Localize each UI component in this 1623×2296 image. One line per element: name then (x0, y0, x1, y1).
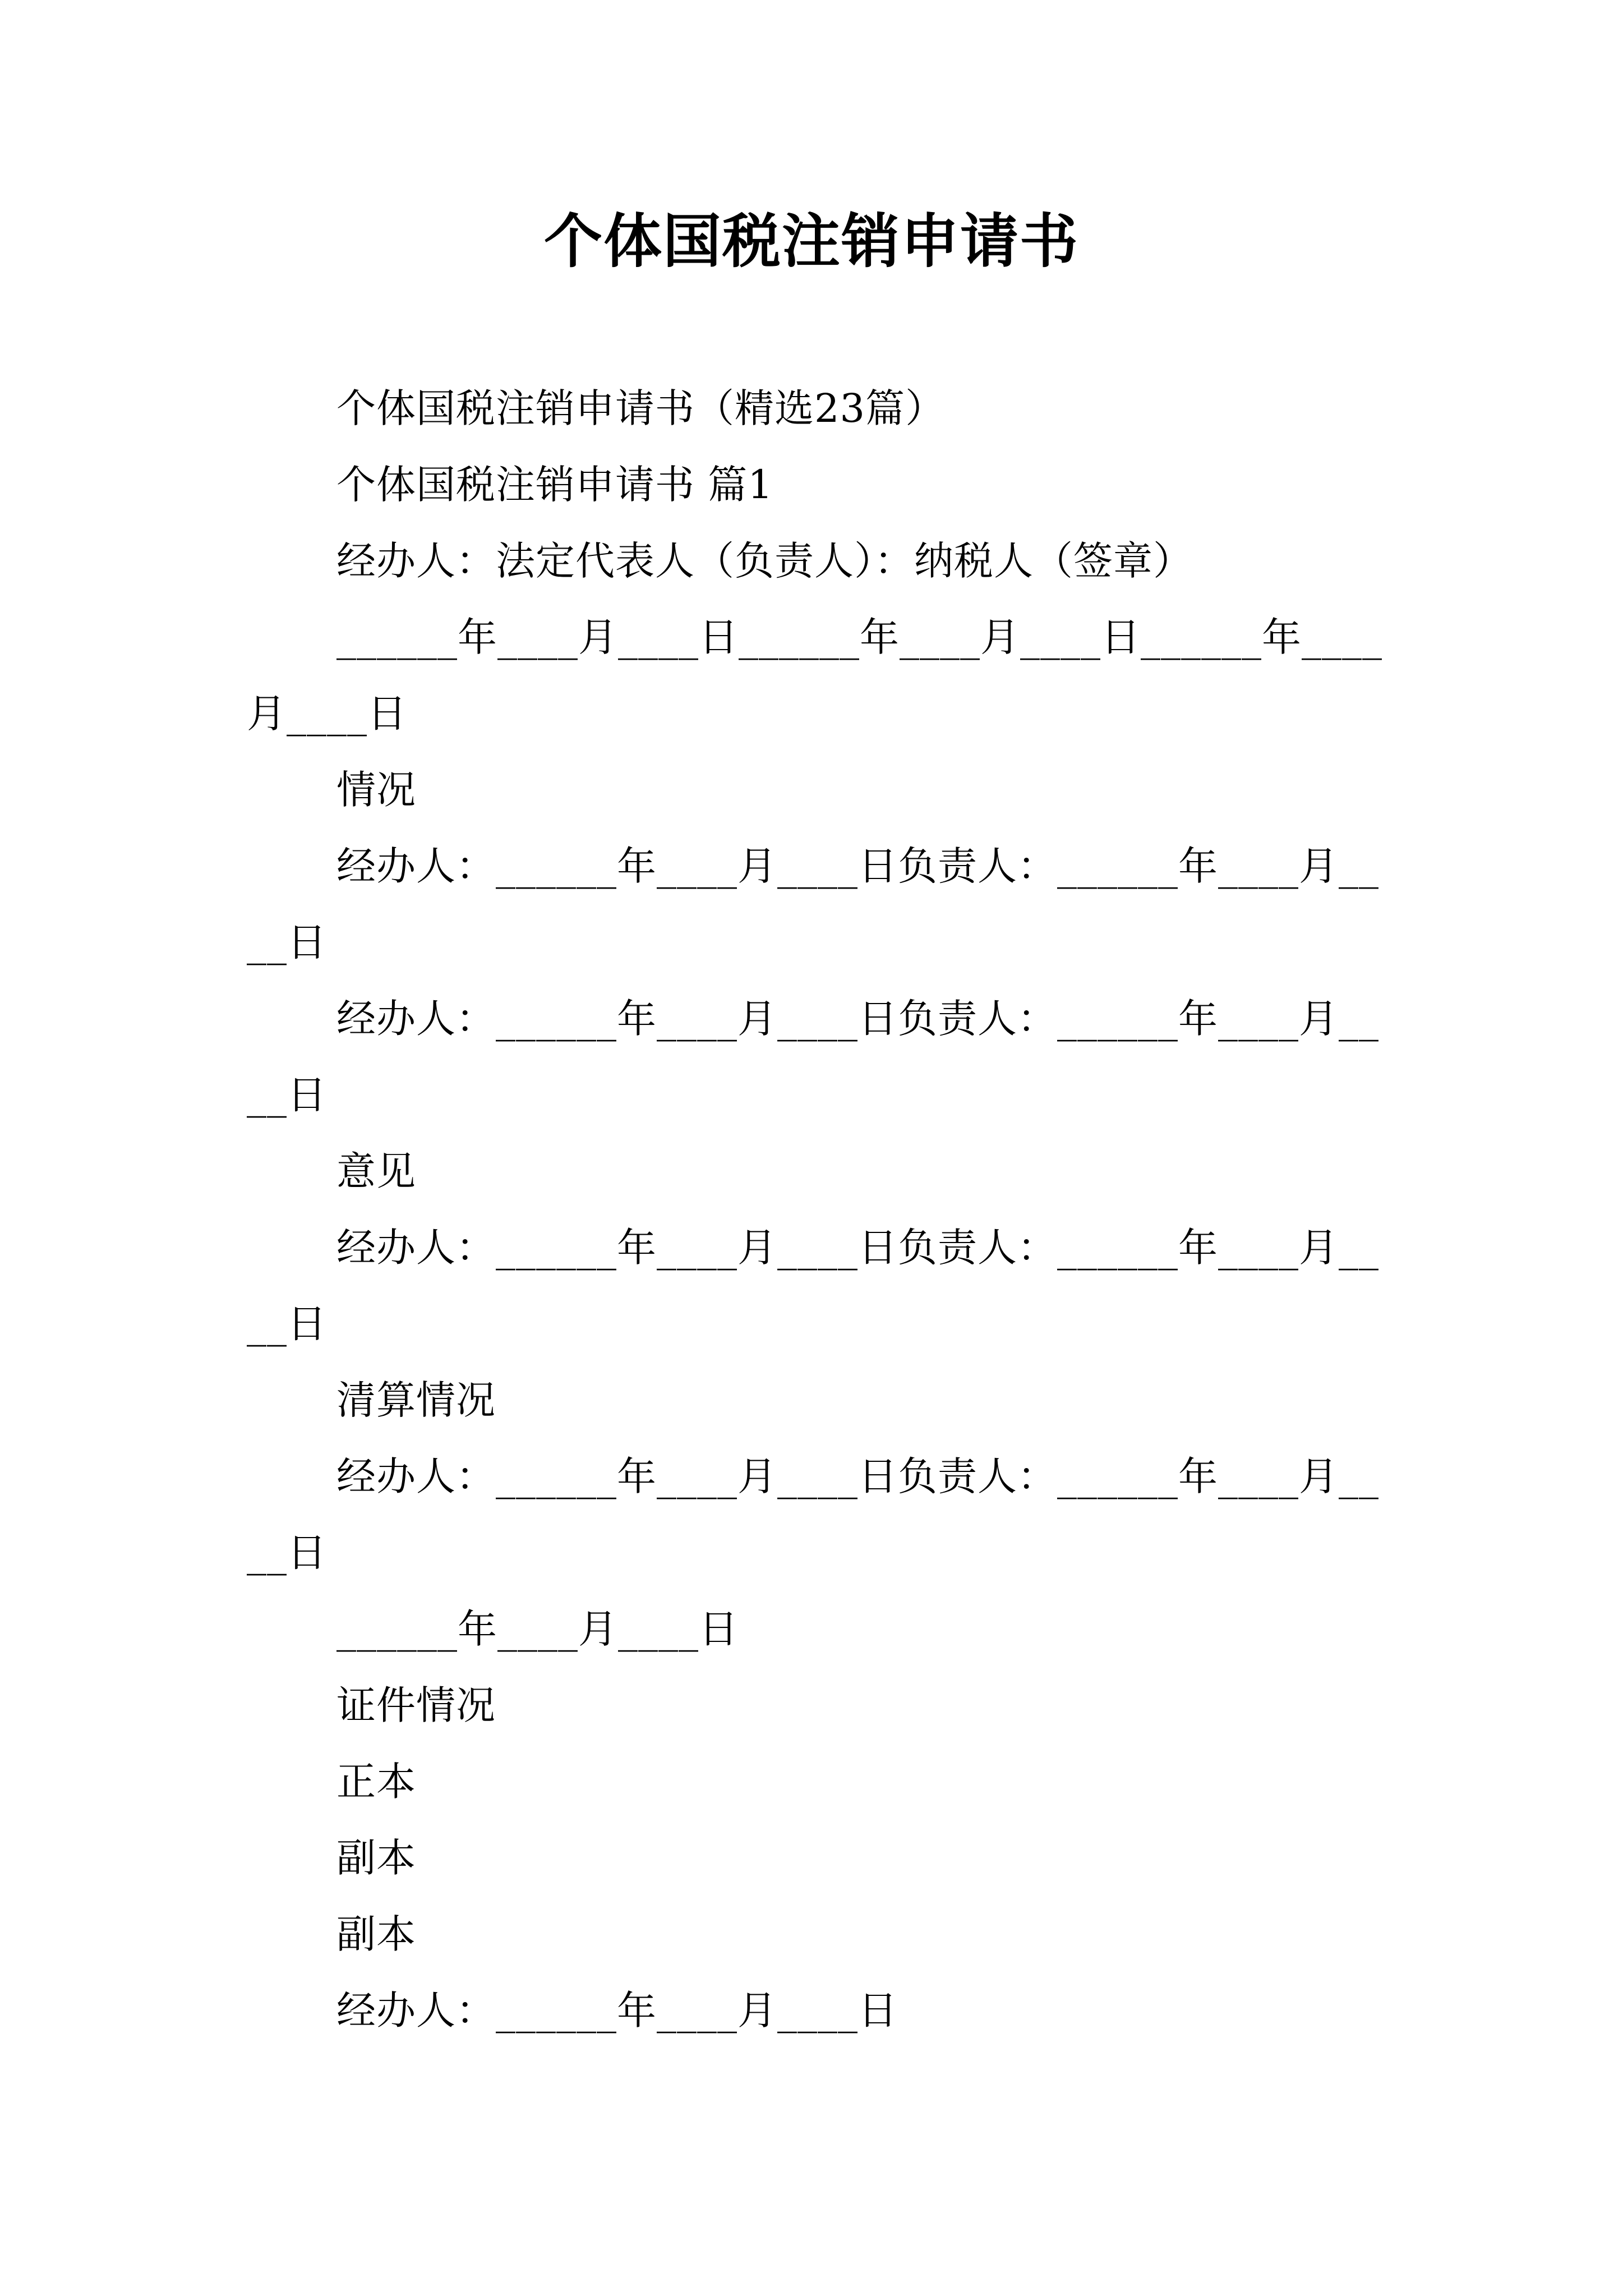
paragraph-label-copy: 副本 (336, 1911, 416, 1957)
paragraph-date-blanks: ______年____月____日______年____月____日______年____月____日 (247, 614, 1382, 737)
paragraph-label-original: 正本 (336, 1759, 416, 1805)
paragraph-label-copy: 副本 (336, 1835, 416, 1881)
paragraph-date-blank: ______年____月____日 (336, 1606, 739, 1652)
paragraph-label-liquidation: 清算情况 (336, 1377, 496, 1423)
paragraph-handler-signoff: 经办人：______年____月____日负责人：______年____月____日 (247, 1453, 1379, 1576)
paragraph-handler-signoff: 经办人：______年____月____日负责人：______年____月____日 (247, 996, 1379, 1118)
paragraph-label-certificates: 证件情况 (336, 1682, 496, 1728)
paragraph-section-heading: 个体国税注销申请书 篇1 (336, 462, 773, 508)
page-title: 个体国税注销申请书 (543, 206, 1079, 275)
paragraph-handler-signoff: 经办人：______年____月____日负责人：______年____月____日 (247, 1225, 1379, 1347)
paragraph-label-situation: 情况 (336, 767, 416, 813)
paragraph-subtitle: 个体国税注销申请书（精选23篇） (336, 385, 946, 431)
paragraph-label-opinion: 意见 (336, 1148, 416, 1194)
paragraph-handler-signoff: 经办人：______年____月____日负责人：______年____月____日 (247, 843, 1379, 965)
paragraph-signatories: 经办人：法定代表人（负责人）：纳税人（签章） (336, 538, 1193, 584)
paragraph-handler-date: 经办人：______年____月____日 (336, 1987, 898, 2033)
document-body (247, 370, 1385, 2049)
